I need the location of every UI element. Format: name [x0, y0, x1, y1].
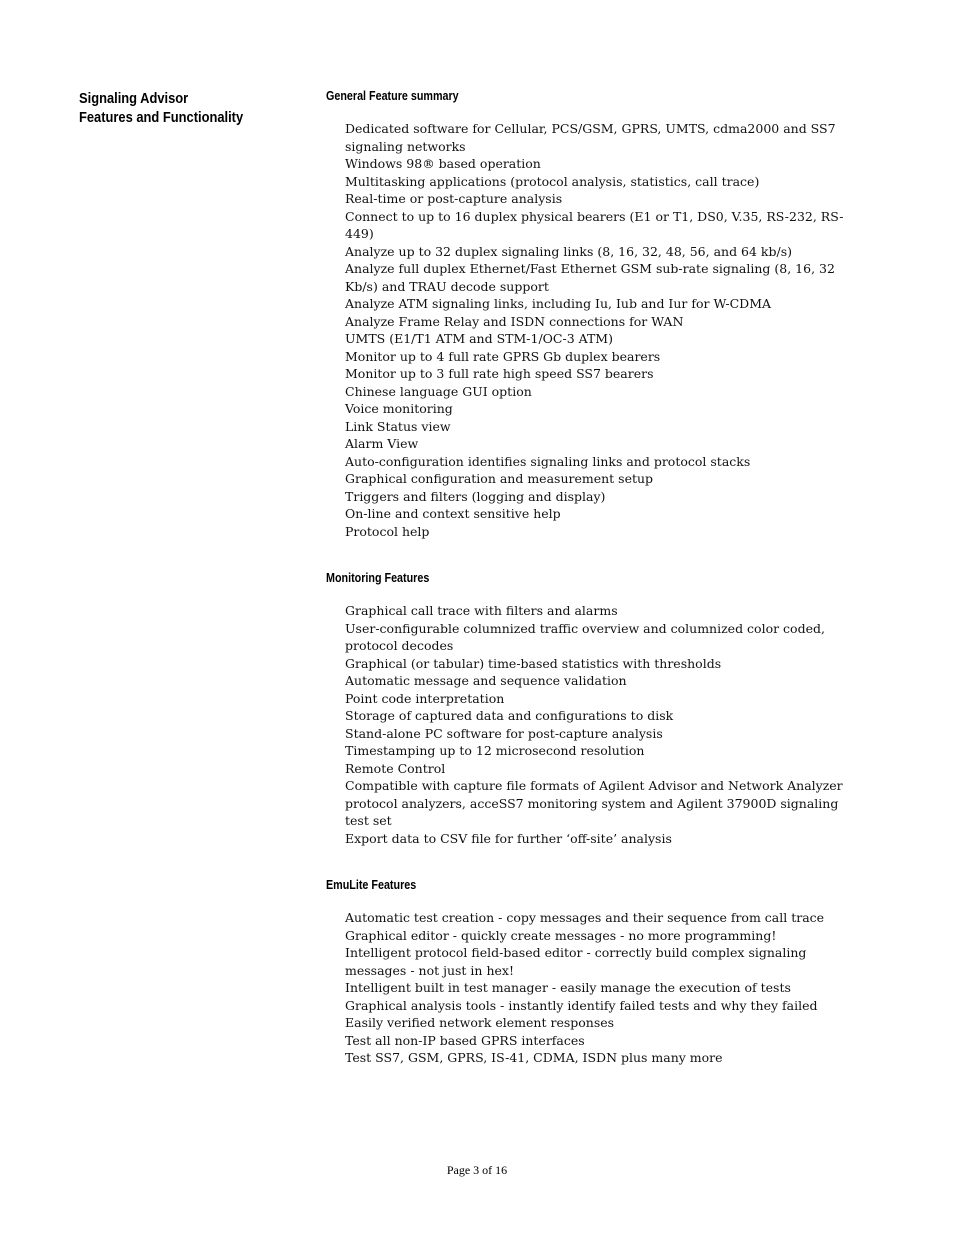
feature-item: Chinese language GUI option	[345, 383, 532, 399]
feature-item: Windows 98® based operation	[345, 156, 541, 171]
feature-item: Analyze ATM signaling links, including Iu, Iub and Iur for W-CDMA	[345, 296, 772, 311]
feature-item: Dedicated software for Cellular, PCS/GSM, GPRS, UMTS, cdma2000 and SS7 signaling networks	[345, 121, 836, 154]
feature-item: Point code interpretation	[345, 690, 505, 706]
sidebar-title-line-2: Features and Functionality	[79, 109, 244, 126]
section-heading: General Feature summary	[326, 89, 459, 103]
feature-item: Intelligent protocol field-based editor - correctly build complex signaling messages - not just in hex!	[345, 945, 807, 978]
sidebar-title	[79, 89, 277, 127]
feature-item: Graphical configuration and measurement setup	[345, 471, 654, 486]
feature-item: Easily verified network element responses	[345, 1015, 615, 1030]
feature-item: Stand-alone PC software for post-capture analysis	[345, 725, 663, 741]
feature-item: Monitor up to 4 full rate GPRS Gb duplex bearers	[345, 348, 661, 364]
feature-item: Export data to CSV file for further ‘off-site’ analysis	[345, 830, 672, 846]
page-number: Page 3 of 16	[446, 1163, 508, 1177]
section-monitoring-features	[326, 570, 866, 847]
feature-item: Analyze Frame Relay and ISDN connections for WAN	[345, 313, 684, 329]
feature-item: UMTS (E1/T1 ATM and STM-1/OC-3 ATM)	[345, 331, 613, 346]
feature-item: On-line and context sensitive help	[345, 506, 561, 521]
feature-item: Triggers and filters (logging and display)	[345, 488, 606, 504]
section-general-features	[326, 88, 866, 540]
feature-item: Graphical call trace with filters and alarms	[345, 603, 618, 618]
feature-item: Automatic test creation - copy messages and their sequence from call trace	[345, 910, 825, 925]
feature-item: Timestamping up to 12 microsecond resolution	[345, 743, 645, 758]
feature-item: Protocol help	[345, 523, 430, 539]
feature-list	[345, 120, 850, 540]
feature-item: Test all non-IP based GPRS interfaces	[345, 1032, 585, 1048]
feature-list	[345, 909, 850, 1067]
feature-item: Monitor up to 3 full rate high speed SS7 bearers	[345, 366, 654, 381]
feature-item: Storage of captured data and configurations to disk	[345, 708, 674, 723]
feature-list	[345, 602, 850, 847]
feature-item: Multitasking applications (protocol analysis, statistics, call trace)	[345, 173, 760, 189]
feature-item: Remote Control	[345, 760, 446, 776]
section-heading: EmuLite Features	[326, 878, 417, 892]
feature-item: Intelligent built in test manager - easily manage the execution of tests	[345, 980, 791, 995]
feature-item: Analyze up to 32 duplex signaling links (8, 16, 32, 48, 56, and 64 kb/s)	[345, 243, 793, 259]
feature-item: Connect to up to 16 duplex physical bearers (E1 or T1, DS0, V.35, RS-232, RS-449)	[345, 208, 844, 241]
feature-item: Graphical editor - quickly create messages - no more programming!	[345, 927, 777, 943]
feature-item: User-configurable columnized traffic overview and columnized color coded, protocol decodes	[345, 620, 825, 653]
feature-item: Link Status view	[345, 418, 451, 434]
feature-item: Automatic message and sequence validation	[345, 673, 627, 688]
feature-item: Graphical (or tabular) time-based statistics with thresholds	[345, 655, 722, 671]
section-heading: Monitoring Features	[326, 571, 430, 585]
feature-item: Analyze full duplex Ethernet/Fast Ethernet GSM sub-rate signaling (8, 16, 32 Kb/s) and TRAU decode support	[345, 261, 835, 294]
sidebar-title-line-1: Signaling Advisor	[79, 90, 189, 107]
feature-item: Auto-configuration identifies signaling links and protocol stacks	[345, 453, 751, 469]
feature-item: Test SS7, GSM, GPRS, IS-41, CDMA, ISDN plus many more	[345, 1050, 723, 1065]
section-emulite-features	[326, 877, 866, 1067]
feature-item: Compatible with capture file formats of Agilent Advisor and Network Analyzer protocol analyzers, acceSS7 monitoring system and Agilent 37900D signaling test set	[345, 778, 843, 828]
feature-item: Real-time or post-capture analysis	[345, 191, 563, 206]
feature-item: Voice monitoring	[345, 401, 453, 416]
main-content	[326, 88, 866, 1067]
feature-item: Alarm View	[345, 436, 419, 451]
feature-item: Graphical analysis tools - instantly identify failed tests and why they failed	[345, 997, 818, 1013]
